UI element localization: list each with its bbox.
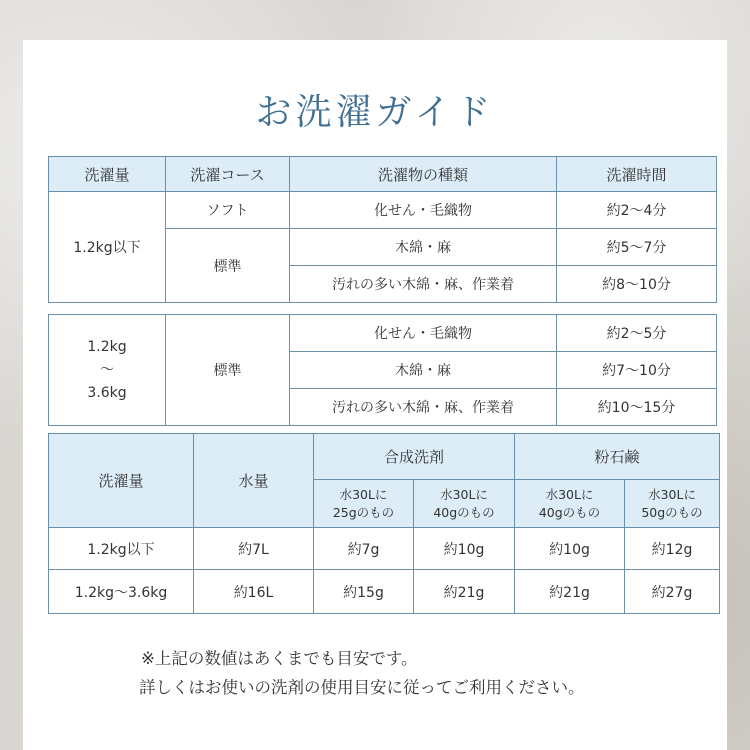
footnote-line: ※上記の数値はあくまでも目安です。 — [141, 649, 418, 668]
table-row — [49, 570, 720, 614]
subheader-line: 水30Lに — [545, 486, 594, 502]
value-cell: 約21g — [515, 570, 625, 614]
water-cell: 約7L — [194, 528, 314, 570]
time-cell: 約5〜7分 — [557, 229, 717, 266]
header-water: 水量 — [194, 434, 314, 528]
value-cell: 約12g — [625, 528, 720, 570]
value-cell: 約7g — [314, 528, 414, 570]
header-amount: 洗濯量 — [49, 434, 194, 528]
type-cell: 化せん・毛織物 — [290, 315, 557, 352]
course-table-small — [48, 156, 717, 303]
time-cell: 約8〜10分 — [557, 266, 717, 303]
type-cell: 化せん・毛織物 — [290, 192, 557, 229]
subheader-cell — [515, 480, 625, 528]
subheader-cell — [314, 480, 414, 528]
header-powder-soap: 粉石鹸 — [515, 434, 720, 480]
guide-card — [23, 40, 727, 750]
amount-cell: 1.2kg以下 — [49, 528, 194, 570]
subheader-cell — [625, 480, 720, 528]
type-cell: 汚れの多い木綿・麻、作業着 — [290, 389, 557, 426]
table-row — [49, 192, 717, 229]
value-cell: 約10g — [414, 528, 515, 570]
value-cell: 約27g — [625, 570, 720, 614]
course-cell: 標準 — [166, 315, 290, 426]
value-cell: 約15g — [314, 570, 414, 614]
subheader-line: 25gのもの — [332, 504, 395, 520]
header-synthetic-detergent: 合成洗剤 — [314, 434, 515, 480]
header-wash-time: 洗濯時間 — [557, 157, 717, 192]
subheader-line: 40gのもの — [433, 504, 495, 520]
footnote — [141, 644, 585, 702]
table-header-row — [49, 157, 717, 192]
value-cell: 約10g — [515, 528, 625, 570]
time-cell: 約7〜10分 — [557, 352, 717, 389]
footnote-line: 詳しくはお使いの洗剤の使用目安に従ってご利用ください。 — [139, 678, 585, 697]
course-table-large — [48, 314, 717, 426]
course-cell: 標準 — [166, 229, 290, 303]
amount-cell — [49, 315, 166, 426]
time-cell: 約2〜4分 — [557, 192, 717, 229]
header-amount: 洗濯量 — [49, 157, 166, 192]
type-cell: 木綿・麻 — [290, 229, 557, 266]
header-course: 洗濯コース — [166, 157, 290, 192]
subheader-line: 40gのもの — [538, 504, 601, 520]
type-cell: 木綿・麻 — [290, 352, 557, 389]
table-row — [49, 528, 720, 570]
subheader-line: 水30Lに — [648, 486, 696, 502]
value-cell: 約21g — [414, 570, 515, 614]
subheader-line: 水30Lに — [440, 486, 488, 502]
header-laundry-type: 洗濯物の種類 — [290, 157, 557, 192]
subheader-line: 50gのもの — [641, 504, 703, 520]
course-cell: ソフト — [166, 192, 290, 229]
type-cell: 汚れの多い木綿・麻、作業着 — [290, 266, 557, 303]
table-header-row — [49, 434, 720, 480]
page-title: お洗濯ガイド — [255, 92, 495, 133]
detergent-table — [48, 433, 720, 614]
amount-line: 1.2kg — [87, 338, 127, 355]
water-cell: 約16L — [194, 570, 314, 614]
amount-line: 〜 — [100, 361, 114, 378]
subheader-line: 水30Lに — [339, 486, 388, 502]
time-cell: 約2〜5分 — [557, 315, 717, 352]
subheader-cell — [414, 480, 515, 528]
table-row — [49, 315, 717, 352]
amount-line: 3.6kg — [87, 384, 127, 401]
amount-cell: 1.2kg以下 — [49, 192, 166, 303]
amount-cell: 1.2kg〜3.6kg — [49, 570, 194, 614]
time-cell: 約10〜15分 — [557, 389, 717, 426]
